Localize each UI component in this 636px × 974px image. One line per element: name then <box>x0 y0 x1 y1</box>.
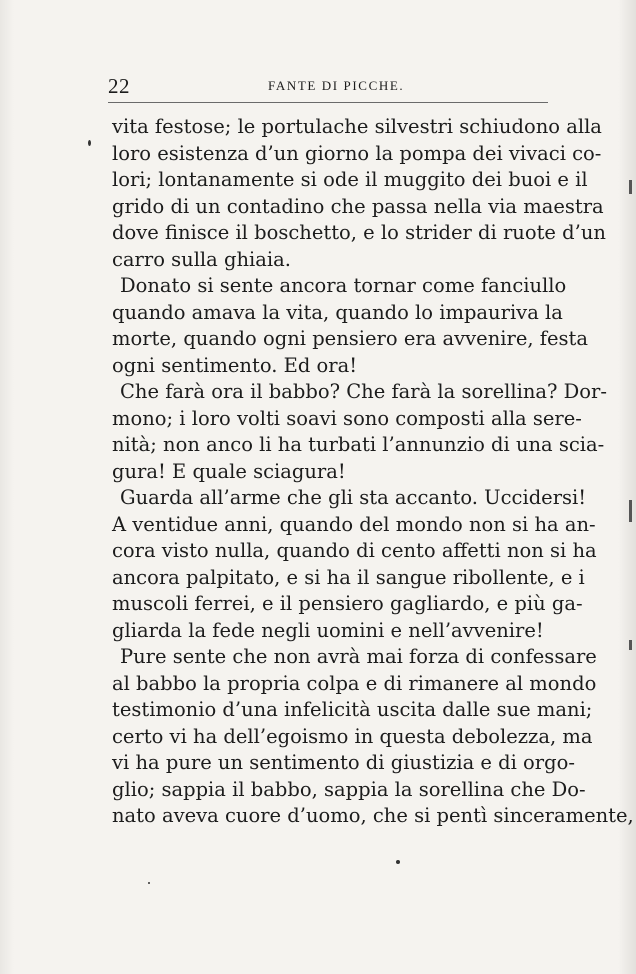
text-line: gura! E quale sciagura! <box>112 459 346 483</box>
page-header <box>108 74 556 98</box>
body-text <box>112 114 634 830</box>
text-line: testimonio d’una infelicità uscita dalle sue mani; <box>112 698 593 721</box>
text-line: gliarda la fede negli uomini e nell’avvenire! <box>112 618 544 642</box>
text-line: ogni sentimento. Ed ora! <box>112 353 358 377</box>
text-line: dove finisce il boschetto, e lo strider di ruote d’un <box>112 221 606 244</box>
page-edge-mark <box>629 500 632 522</box>
text-line: nato aveva cuore d’uomo, che si pentì sinceramente, <box>112 804 634 827</box>
text-line: Donato si sente ancora tornar come fanciullo <box>120 274 567 297</box>
text-line: Pure sente che non avrà mai forza di confessare <box>120 645 597 668</box>
text-line: lori; lontanamente si ode il muggito dei buoi e il <box>112 168 588 191</box>
page-edge-mark <box>629 180 632 194</box>
scan-speck <box>88 140 91 146</box>
text-line: A ventidue anni, quando del mondo non si ha an- <box>112 512 596 536</box>
running-title: FANTE DI PICCHE. <box>268 78 405 93</box>
scan-speck <box>148 882 150 884</box>
text-line: mono; i loro volti soavi sono composti alla sere- <box>112 406 582 430</box>
text-line: Guarda all’arme che gli sta accanto. Uccidersi! <box>120 486 587 509</box>
text-line: grido di un contadino che passa nella via maestra <box>112 194 604 218</box>
text-line: cora visto nulla, quando di cento affetti non si ha <box>112 539 597 562</box>
text-line: nità; non anco li ha turbati l’annunzio di una scia- <box>112 433 605 456</box>
text-line: glio; sappia il babbo, sappia la sorellina che Do- <box>112 777 586 801</box>
text-line: morte, quando ogni pensiero era avvenire, festa <box>112 327 588 350</box>
text-line: loro esistenza d’un giorno la pompa dei vivaci co- <box>112 141 602 165</box>
text-line: certo vi ha dell’egoismo in questa debolezza, ma <box>112 724 593 748</box>
text-line: carro sulla ghiaia. <box>112 247 291 271</box>
header-rule <box>108 102 548 103</box>
text-line: al babbo la propria colpa e di rimanere al mondo <box>112 671 597 695</box>
text-line: vi ha pure un sentimento di giustizia e di orgo- <box>112 751 575 774</box>
text-line: quando amava la vita, quando lo impauriva la <box>112 300 563 324</box>
page-edge-mark <box>629 640 632 650</box>
text-line: ancora palpitato, e si ha il sangue ribollente, e i <box>112 565 585 589</box>
page-number: 22 <box>108 74 130 98</box>
text-line: muscoli ferrei, e il pensiero gagliardo, e più ga- <box>112 592 583 615</box>
text-line: vita festose; le portulache silvestri schiudono alla <box>112 115 602 138</box>
scan-speck <box>396 860 400 864</box>
text-line: Che farà ora il babbo? Che farà la sorellina? Dor- <box>120 380 607 403</box>
